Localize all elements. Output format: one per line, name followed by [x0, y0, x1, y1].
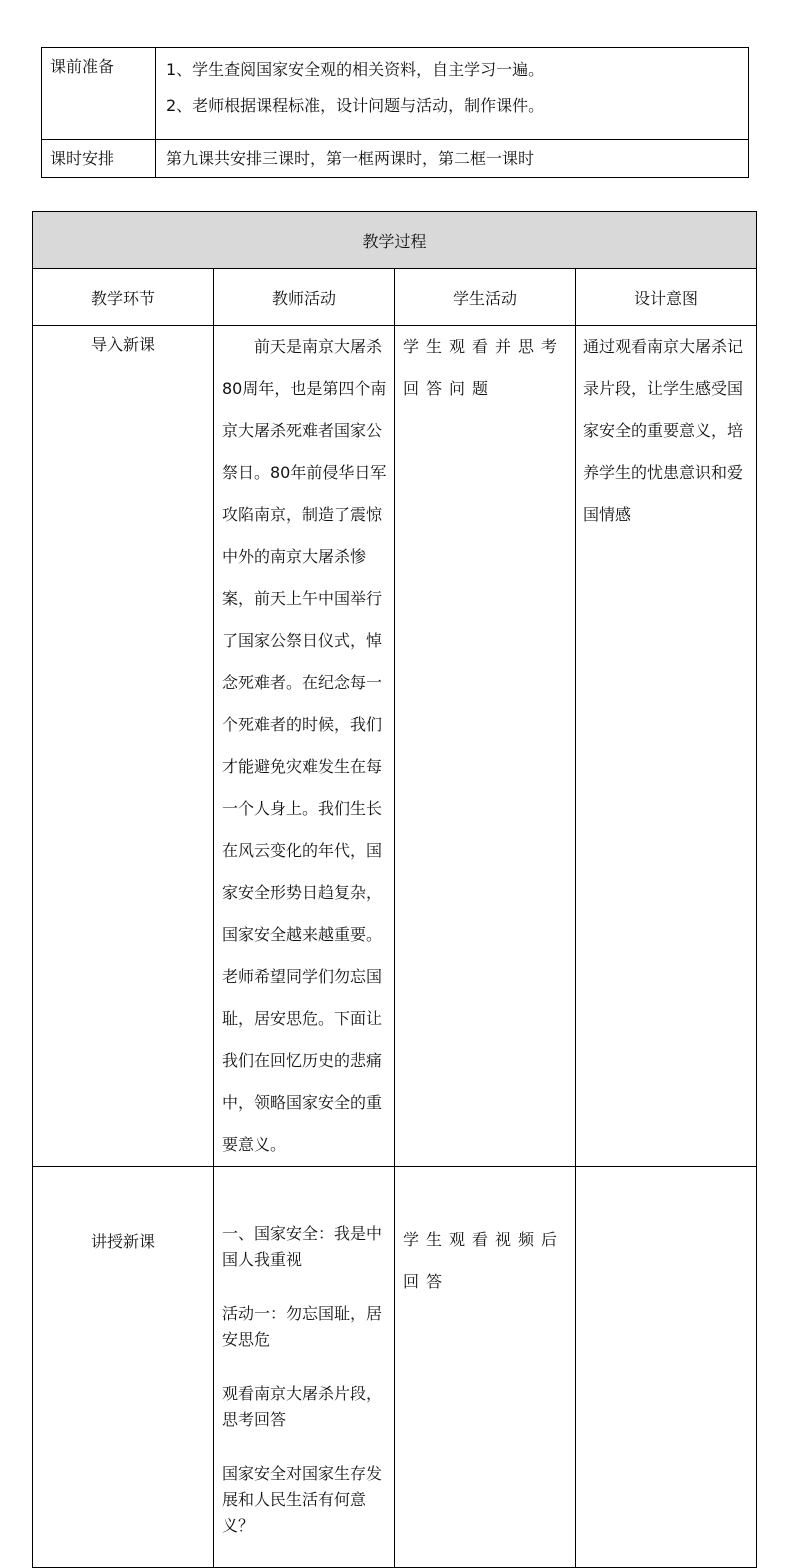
teacher-activity-text: 前天是南京大屠杀80周年，也是第四个南京大屠杀死难者国家公祭日。80年前侵华日军攻陷南京，制造了震惊中外的南京大屠杀惨案，前天上午中国举行了国家公祭日仪式，悼念死难者。在纪念每一个死难者的时候，我们才能避免灾难发生在每一个人身上。我们生长在风云变化的年代，国家安全形势日趋复杂，国家安全越来越重要。老师希望同学们勿忘国耻，居安思危。下面让我们在回忆历史的悲痛中，领略国家安全的重要意义。 — [222, 337, 387, 1154]
process-title-row — [33, 212, 757, 269]
stage-cell: 讲授新课 — [33, 1167, 214, 1568]
student-activity-cell: 学生观看视频后回答 — [395, 1167, 576, 1568]
header-teacher: 教师活动 — [214, 269, 395, 326]
table-row — [33, 1167, 757, 1568]
process-title: 教学过程 — [33, 212, 757, 269]
table-row — [33, 326, 757, 1167]
design-intent-cell: 通过观看南京大屠杀记录片段，让学生感受国家安全的重要意义，培养学生的忧患意识和爱国情感 — [576, 326, 757, 1167]
teacher-activity-cell — [214, 1167, 395, 1568]
prep-item-2: 2、老师根据课程标准，设计问题与活动，制作课件。 — [166, 96, 545, 115]
header-student: 学生活动 — [395, 269, 576, 326]
teacher-activity-cell — [214, 326, 395, 1167]
stage-cell: 导入新课 — [33, 326, 214, 1167]
column-header-row — [33, 269, 757, 326]
schedule-label: 课时安排 — [42, 140, 156, 178]
student-activity-cell: 学生观看并思考回答问题 — [395, 326, 576, 1167]
activity-instruction: 观看南京大屠杀片段，思考回答 — [222, 1384, 383, 1429]
prep-row — [42, 48, 749, 140]
prep-label: 课前准备 — [42, 48, 156, 140]
prep-item-1: 1、学生查阅国家安全观的相关资料，自主学习一遍。 — [166, 60, 545, 79]
process-table — [32, 211, 757, 1568]
section-heading: 一、国家安全：我是中国人我重视 — [222, 1224, 383, 1269]
schedule-row — [42, 140, 749, 178]
activity-title: 活动一：勿忘国耻，居安思危 — [222, 1304, 383, 1349]
activity-question: 国家安全对国家生存发展和人民生活有何意义？ — [222, 1464, 383, 1535]
prep-content — [156, 48, 749, 140]
schedule-text: 第九课共安排三课时，第一框两课时，第二框一课时 — [156, 140, 749, 178]
header-stage: 教学环节 — [33, 269, 214, 326]
design-intent-cell — [576, 1167, 757, 1568]
prep-table — [41, 47, 749, 178]
header-design: 设计意图 — [576, 269, 757, 326]
